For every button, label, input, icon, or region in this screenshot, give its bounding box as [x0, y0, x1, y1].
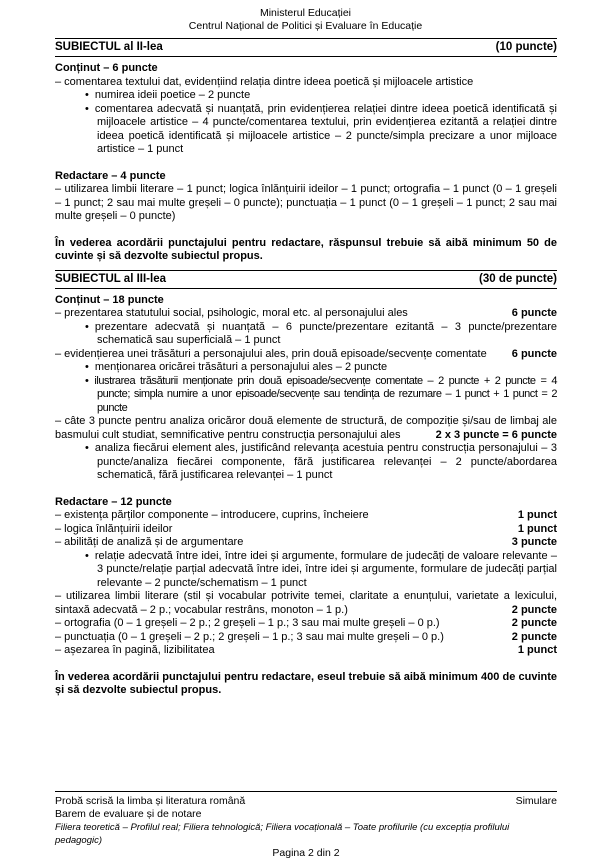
bullet-icon: • [85, 89, 89, 101]
criterion-line [55, 617, 557, 631]
bullet-text: prezentare adecvată și nuanțată – 6 puncte/prezentare ezitantă – 3 puncte/prezentare schematică sau superficială – 1 punct [94, 320, 557, 346]
bullet-icon: • [85, 374, 89, 387]
bullet-text: comentarea adecvată și nuanțată, prin evidențierea relației dintre ideea poetică identificată și mijloacele artistice – 4 puncte/comentarea textului, prin evidențierea ezitantă a relației dintre ideea poetică identificată și mijloacele artistice – 2 puncte/simpla precizare a unor mijloace artistice – 1 punct [94, 102, 557, 155]
document-footer [55, 791, 557, 860]
footer-first-row [55, 795, 557, 808]
ministry-name: Ministerul Educației [259, 7, 352, 19]
vertical-spacer [55, 658, 557, 671]
points-value: 2 puncte [511, 603, 557, 616]
points-value: 6 puncte [511, 307, 557, 319]
bullet-item [55, 321, 557, 348]
line-text: – abilități de analiză și de argumentare [55, 536, 244, 548]
section-title-bar [55, 270, 557, 289]
bullet-text: relație adecvată între idei, între idei și argumente, formulare de judecăți de valoare relevante – 3 puncte/relație parțial adecvată între idei, între idei și argumente, formulare de judecăți parțial relevante – 2 puncte/schematism – 1 punct [94, 549, 557, 589]
bullet-text: ilustrarea trăsăturii menționate prin două episoade/secvențe comentate – 2 puncte + 2 puncte = 4 puncte; simpla numire a unor episoade/secvențe sau tendința de rezumare – 1 punct + 1 punct = 2 puncte [94, 374, 557, 414]
vertical-spacer [55, 157, 557, 170]
points-value: 3 puncte [511, 536, 557, 548]
bullet-item [55, 103, 557, 157]
bullet-item [55, 375, 557, 416]
criterion-line [55, 523, 557, 537]
note-paragraph [55, 671, 557, 698]
points-value: 2 x 3 puncte = 6 puncte [435, 428, 557, 441]
bullet-item [55, 361, 557, 375]
rubric-heading [55, 170, 557, 184]
criterion-line [55, 415, 557, 442]
line-text: – câte 3 puncte pentru analiza oricăror două elemente de structură, de compoziție și/sau de limbaj ale basmului cult studiat, semnificative pentru construcția personajului ales [55, 415, 557, 441]
line-text: În vederea acordării punctajului pentru redactare, răspunsul trebuie să aibă minimum 50 de cuvinte și să dezvolte subiectul propus. [55, 236, 557, 262]
footer-filiera-line: Filiera teoretică – Profilul real; Filiera tehnologică; Filiera vocațională – Toate profilurile (cu excepția profilului pedagogic) [55, 822, 510, 846]
line-text: Redactare – 4 puncte [55, 169, 166, 182]
bullet-text: numirea ideii poetice – 2 puncte [94, 89, 251, 101]
section-title: SUBIECTUL al III-lea [55, 272, 166, 285]
section-title: SUBIECTUL al II-lea [55, 41, 163, 53]
bullet-text: menționarea oricărei trăsături a personajului ales – 2 puncte [94, 361, 388, 373]
line-text: În vederea acordării punctajului pentru redactare, eseul trebuie să aibă minimum 400 de cuvinte și să dezvolte subiectul propus. [55, 670, 557, 696]
bullet-icon: • [85, 102, 89, 115]
criterion-line [55, 183, 557, 224]
line-text: – utilizarea limbii literare – 1 punct; logica înlănțuirii ideilor – 1 punct; ortografia – 1 punct (0 – 1 greșeli – 1 punct; 2 sau mai multe greșeli – 0 puncte); punctuația – 1 punct (0 – 1 greșeli – 1 punct; 2 sau mai multe greșeli – 0 puncte) [55, 183, 557, 222]
criterion-line [55, 644, 557, 658]
line-text: – prezentarea statutului social, psihologic, moral etc. al personajului ales [55, 307, 408, 319]
line-text: – evidențierea unei trăsături a personajului ales, prin două episoade/secvențe comentate [55, 347, 487, 360]
points-value: 1 punct [517, 644, 557, 656]
document-body [0, 38, 611, 698]
criterion-line [55, 590, 557, 617]
section-points: (30 de puncte) [479, 272, 557, 285]
bullet-icon: • [85, 442, 89, 454]
points-value: 1 punct [517, 522, 557, 535]
line-text: – utilizarea limbii literare (stil și vocabular potrivite temei, claritate a enunțului, varietate a lexicului, sintaxă adecvată – 2 p.; vocabular restrâns, monoton – 1 p.) [55, 590, 557, 616]
points-value: 2 puncte [511, 617, 557, 629]
rubric-heading [55, 496, 557, 510]
footer-page-number: Pagina 2 din 2 [272, 847, 340, 859]
line-text: – existența părților componente – introducere, cuprins, încheiere [55, 509, 369, 521]
bullet-icon: • [85, 361, 89, 373]
line-text: – punctuația (0 – 1 greșeli – 2 p.; 2 greșeli – 1 p.; 3 sau mai multe greșeli – 0 p.) [55, 630, 444, 643]
bullet-icon: • [85, 549, 89, 562]
line-text: – logica înlănțuirii ideilor [55, 522, 173, 535]
points-value: 6 puncte [511, 347, 557, 360]
bullet-icon: • [85, 320, 89, 333]
footer-session: Simulare [515, 795, 557, 807]
criterion-line [55, 536, 557, 550]
line-text: – comentarea textului dat, evidențiind relația dintre ideea poetică și mijloacele artistice [55, 75, 474, 88]
bullet-item [55, 442, 557, 483]
points-value: 2 puncte [511, 630, 557, 643]
footer-exam-title: Probă scrisă la limba și literatura română [55, 795, 246, 807]
line-text: – ortografia (0 – 1 greșeli – 2 p.; 2 greșeli – 1 p.; 3 sau mai multe greșeli – 0 p.) [55, 617, 440, 629]
line-text: – așezarea în pagină, lizibilitatea [55, 644, 215, 656]
bullet-text: analiza fiecărui element ales, justificând relevanța acestuia pentru construcția personajului – 3 puncte/analiza fiecărei componente, fără justificarea relevanței – 2 puncte/abordarea schematică, fără justificarea relevanței – 1 punct [94, 442, 557, 481]
line-text: Conținut – 18 puncte [55, 293, 164, 306]
criterion-line [55, 509, 557, 523]
line-text: Redactare – 12 puncte [55, 495, 172, 508]
footer-barem-line: Barem de evaluare și de notare [55, 808, 202, 820]
vertical-spacer [55, 224, 557, 237]
criterion-line [55, 348, 557, 362]
section-title-bar [55, 38, 557, 57]
rubric-heading [55, 62, 557, 76]
line-text: Conținut – 6 puncte [55, 62, 158, 74]
criterion-line [55, 76, 557, 90]
points-value: 1 punct [517, 509, 557, 521]
bullet-item [55, 550, 557, 591]
criterion-line [55, 631, 557, 645]
criterion-line [55, 307, 557, 321]
vertical-spacer [55, 483, 557, 496]
rubric-heading [55, 294, 557, 308]
note-paragraph [55, 237, 557, 264]
institution-name: Centrul Național de Politici și Evaluare în Educație [188, 19, 423, 32]
document-header [0, 0, 611, 32]
bullet-item [55, 89, 557, 103]
section-points: (10 puncte) [495, 41, 557, 53]
